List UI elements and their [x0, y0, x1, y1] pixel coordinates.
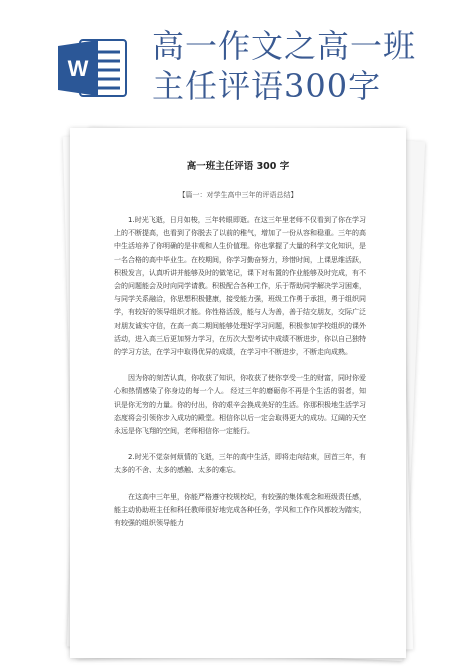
document-title: 高一班主任评语 300 字 [186, 161, 290, 172]
paragraph-1: 1.时光飞逝，日月如梭，三年转眼即逝。在这三年里老师不仅看到了你在学习上的不断提高，也看到了你脱去了以前的稚气，增加了一份从容和稳重。三年的高中生活培养了你明确的是非观和人生价值理。你也掌握了大量的科学文化知识，是一名合格的高中毕业生。在校期间，你学习勤奋努力，珍惜时间，上课思维活跃，积极发言，认真听讲并能够及时的做笔记，课下对布置的作业能够及时完成，有不会的问题能会及时向同学请教。积极配合各种工作，乐于帮助同学解决学习困难，与同学关系融洽，你思想积极健康，接受能力强，班级工作勇于承担，勇于组织同学，有较好的领导组织才能。你性格活泼，能与人为善，善于结交朋友，交际广泛对朋友诚实守信，在高一高二期间能够处理好学习问题，积极参加学校组织的课外活动，进入高三后更加努力学习，在历次大型考试中成绩不断进步，你以自己独特的学习方法，在学习中取得优异的成绩，在学习中不断进步，不断走向成熟。 [114, 216, 366, 357]
paragraph-2: 因为你的刻苦认真，你收获了知识，你收获了使你享受一生的财富，同时你爱心和热情感染了你身边的每一个人。 经过三年的磨砺你不再是个生活的弱者，知识是你无穷的力量。你的付出，你的艰辛会换成美好的生活。你那积极地生活学习态度将会引领你步入成功的殿堂。相信你以后一定会取得更大的成功。辽阔的天空永远是你飞翔的空间，老师相信你一定能行。 [114, 374, 366, 436]
paragraph-3: 2.时光不觉奈何烦情的飞逝，三年的高中生活，即将走向结束，回首三年，有太多的不舍、太多的感触、太多的难忘。 [114, 453, 366, 475]
section-heading: 【篇一：对学生高中三年的评语总结】 [178, 191, 298, 199]
paragraph-4: 在这高中三年里，你能严格遵守校规校纪，有较强的集体观念和班级责任感，能主动协助班主任和科任教师很好地完成各种任务，学风和工作作风都较为踏实，有较强的组织领导能力 [114, 492, 366, 528]
title-line-2: 主任评语300字 [152, 67, 382, 105]
title-line-1: 高一作文之高一班 [152, 27, 417, 65]
word-logo-letter: W [67, 56, 89, 81]
header-banner [0, 0, 474, 118]
document-page [70, 128, 406, 658]
document-body [114, 214, 366, 543]
page-title [152, 26, 462, 106]
word-document-icon [58, 38, 128, 98]
